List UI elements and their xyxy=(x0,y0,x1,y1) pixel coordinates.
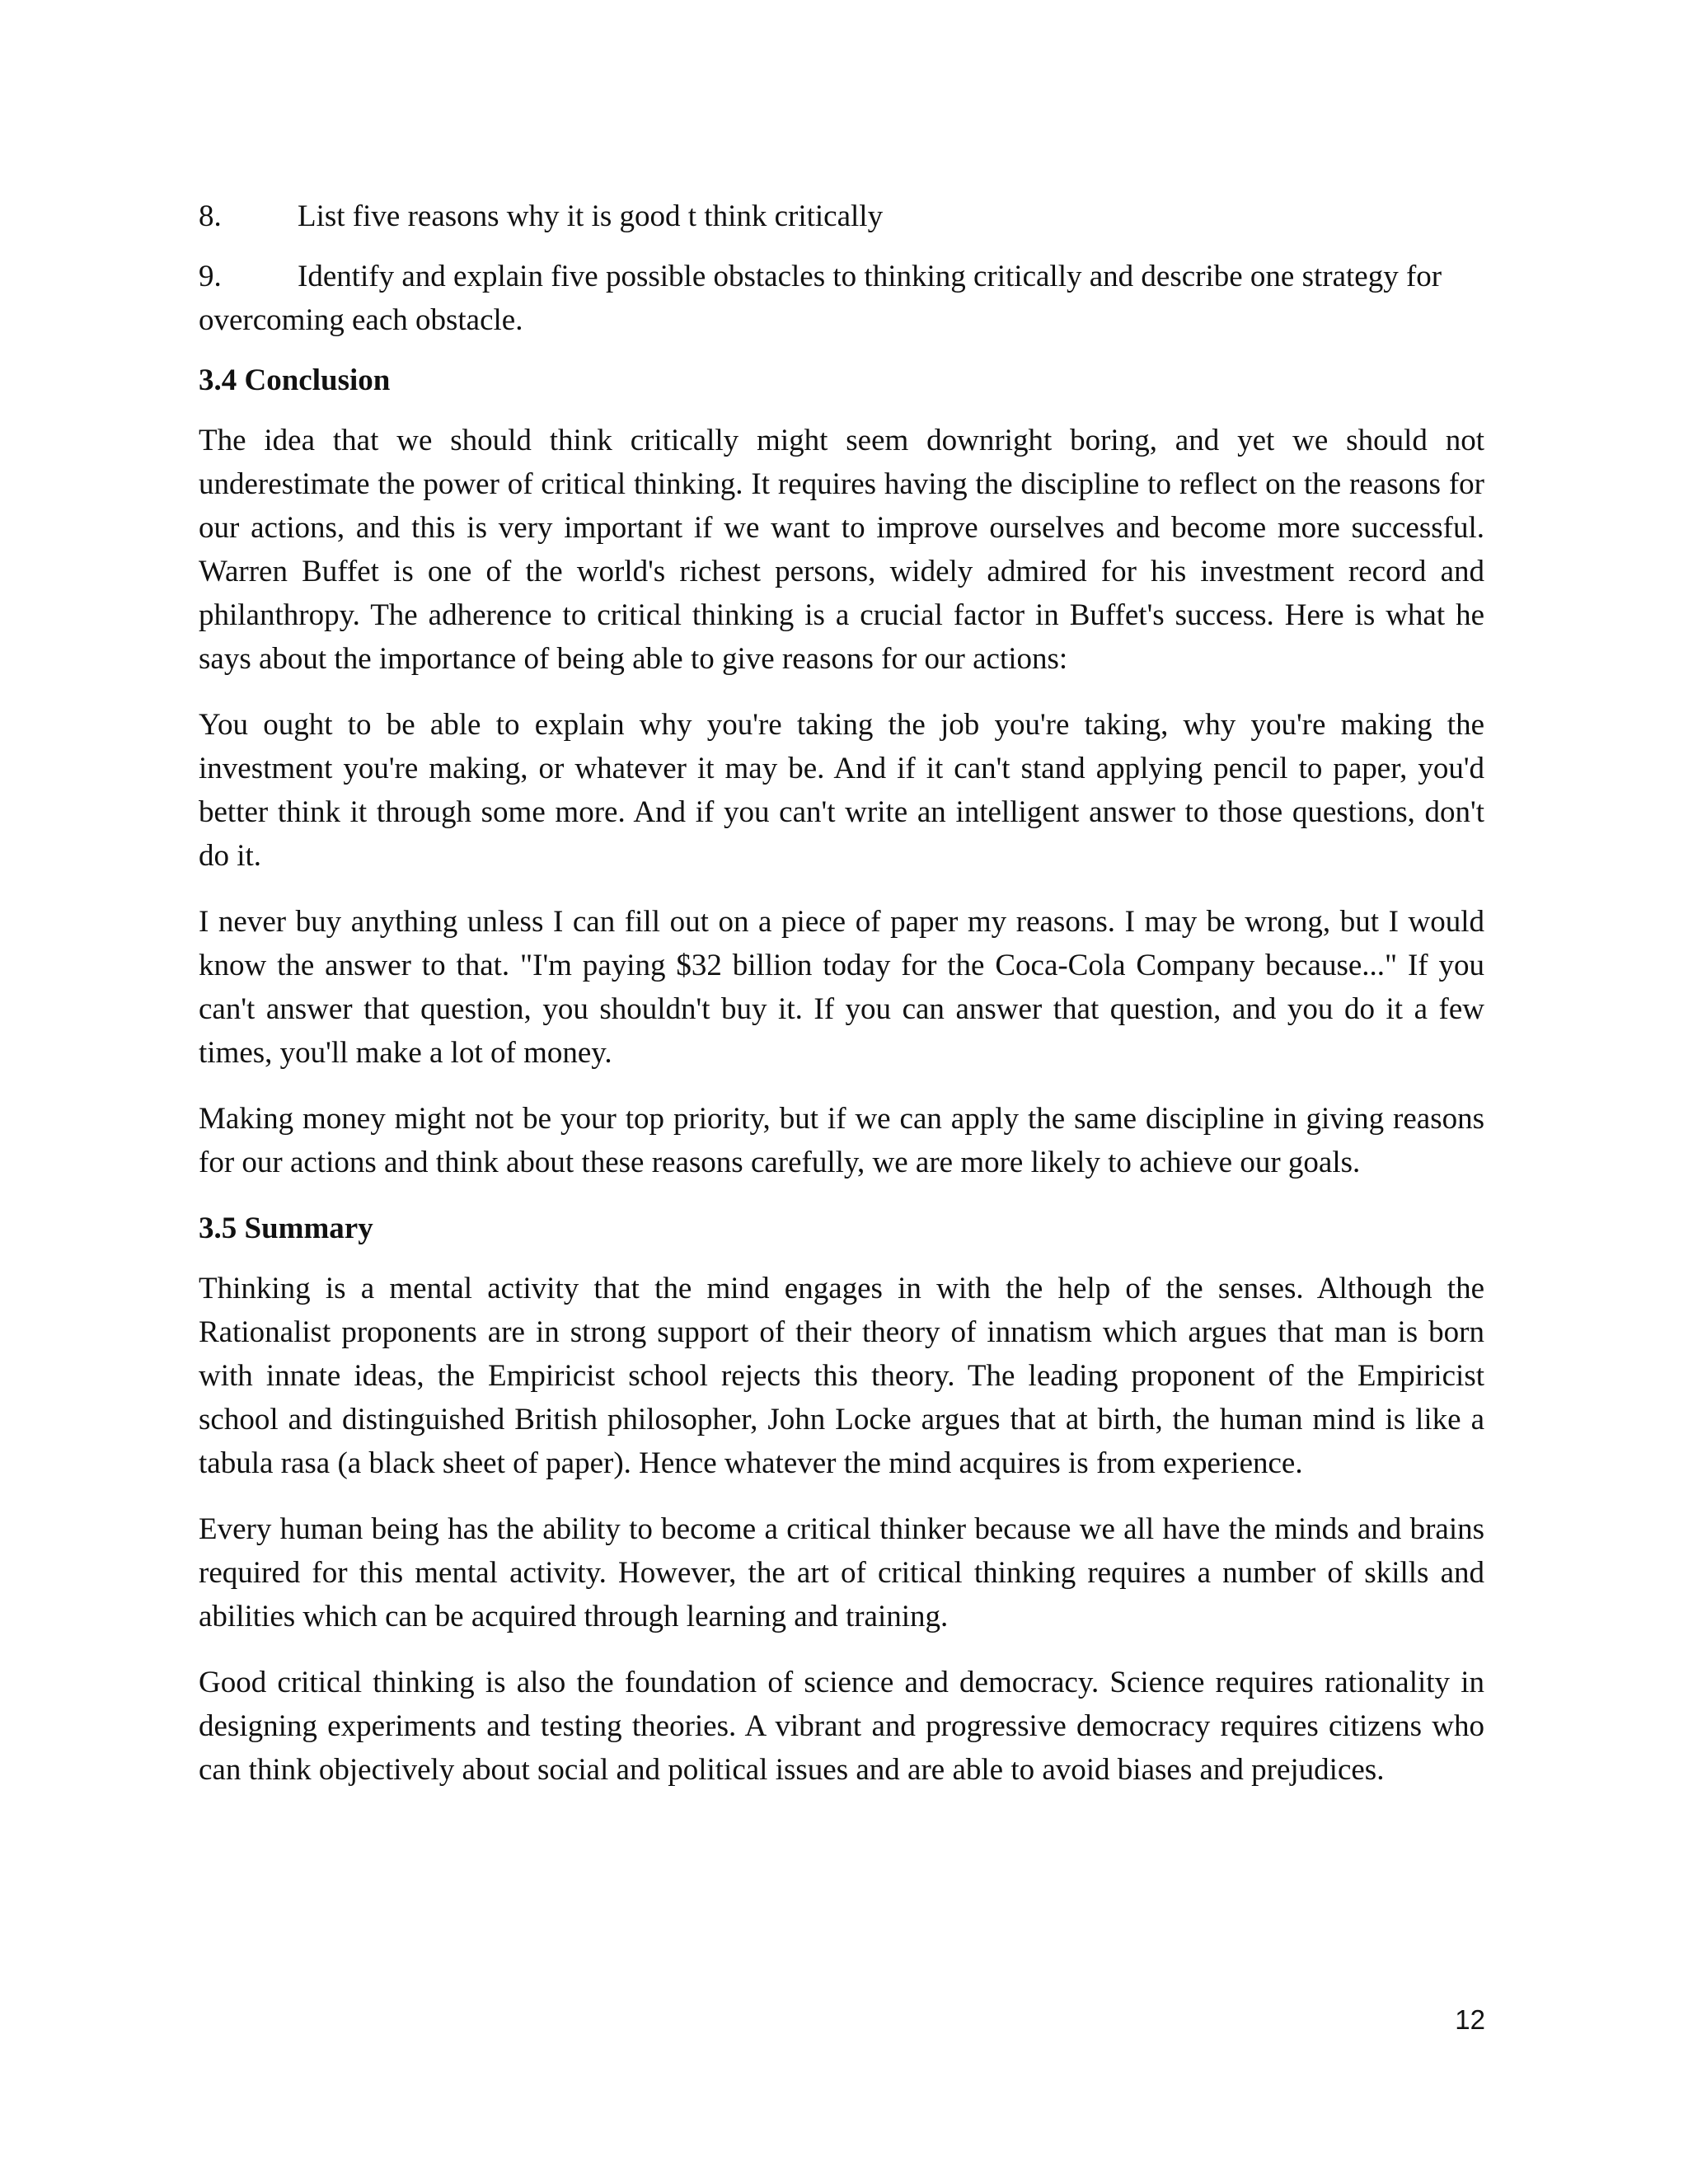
summary-paragraph: Good critical thinking is also the foundation of science and democracy. Science requires rationality in designing experiments and testing theories. A vibrant and progressive democracy requires citizens who can think objectively about social and political issues and are able to avoid biases and prejudices. xyxy=(199,1666,1484,1787)
question-number: 8. xyxy=(199,199,222,233)
section-heading-conclusion: 3.4 Conclusion xyxy=(199,363,391,397)
conclusion-paragraph: The idea that we should think critically might seem downright boring, and yet we should not underestimate the power of critical thinking. It requires having the discipline to reflect on the reasons for our actions, and this is very important if we want to improve ourselves and become more successful. Warren Buffet is one of the world's richest persons, widely admired for his investment record and philanthropy. The adherence to critical thinking is a crucial factor in Buffet's success. Here is what he says about the importance of being able to give reasons for our actions: xyxy=(199,424,1484,676)
question-item-8 xyxy=(199,194,1484,238)
question-item-9 xyxy=(199,255,1484,342)
conclusion-quote-paragraph: I never buy anything unless I can fill out on a piece of paper my reasons. I may be wrong, but I would know the answer to that. "I'm paying $32 billion today for the Coca-Cola Company because..." If you can't answer that question, you shouldn't buy it. If you can answer that question, and you do it a few times, you'll make a lot of money. xyxy=(199,905,1484,1070)
page-content xyxy=(199,194,1484,1814)
question-number: 9. xyxy=(199,260,222,293)
conclusion-quote-paragraph: You ought to be able to explain why you're taking the job you're taking, why you're making the investment you're making, or whatever it may be. And if it can't stand applying pencil to paper, you'd better think it through some more. And if you can't write an intelligent answer to those questions, don't do it. xyxy=(199,708,1484,873)
conclusion-paragraph: Making money might not be your top priority, but if we can apply the same discipline in giving reasons for our actions and think about these reasons carefully, we are more likely to achieve our goals. xyxy=(199,1102,1484,1179)
question-text: Identify and explain five possible obstacles to thinking critically and describe one strategy for overcoming each obstacle. xyxy=(199,260,1442,337)
summary-paragraph: Every human being has the ability to become a critical thinker because we all have the minds and brains required for this mental activity. However, the art of critical thinking requires a number of skills and abilities which can be acquired through learning and training. xyxy=(199,1512,1484,1633)
section-heading-summary: 3.5 Summary xyxy=(199,1212,373,1245)
summary-paragraph: Thinking is a mental activity that the mind engages in with the help of the senses. Although the Rationalist proponents are in strong support of their theory of innatism which argues that man is born with innate ideas, the Empiricist school rejects this theory. The leading proponent of the Empiricist school and distinguished British philosopher, John Locke argues that at birth, the human mind is like a tabula rasa (a black sheet of paper). Hence whatever the mind acquires is from experience. xyxy=(199,1272,1484,1480)
page-number: 12 xyxy=(1455,2004,1485,2035)
question-text: List five reasons why it is good t think critically xyxy=(298,199,884,233)
